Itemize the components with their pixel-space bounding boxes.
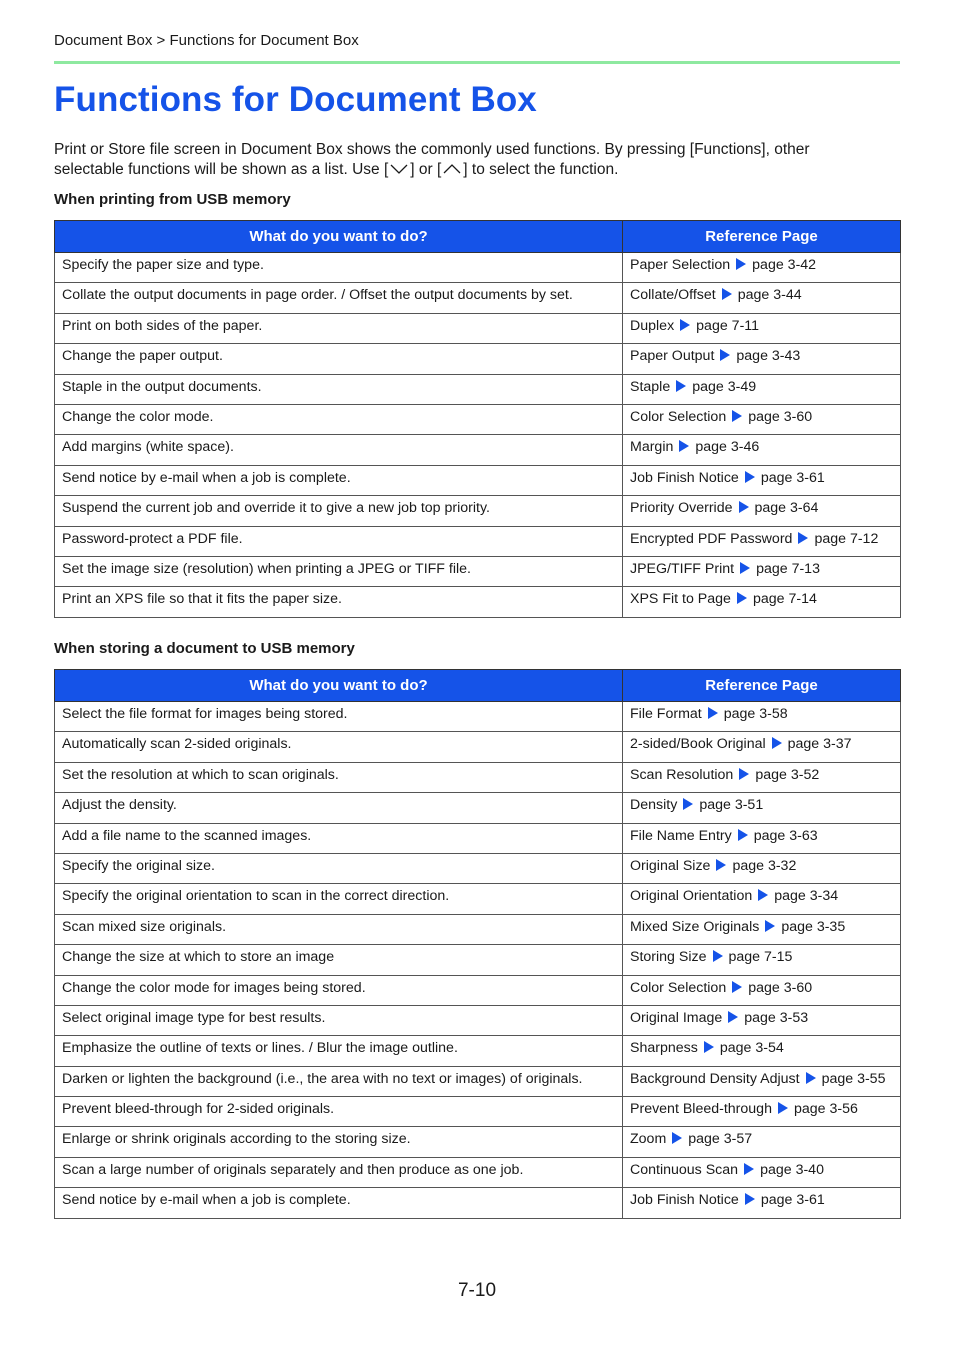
column-header-reference: Reference Page bbox=[623, 221, 901, 253]
reference-cell bbox=[623, 1066, 901, 1096]
reference-link[interactable]: Scan Resolution bbox=[630, 766, 734, 783]
page-reference-link[interactable]: page 3-55 bbox=[821, 1070, 886, 1087]
task-description: Set the resolution at which to scan originals. bbox=[55, 762, 623, 792]
intro-line-2b: ] or [ bbox=[410, 161, 442, 178]
task-description: Prevent bleed-through for 2-sided originals. bbox=[55, 1097, 623, 1127]
reference-cell bbox=[623, 587, 901, 617]
triangle-right-icon bbox=[680, 319, 690, 331]
table-row bbox=[55, 374, 901, 404]
section-heading-store-usb: When storing a document to USB memory bbox=[54, 640, 355, 657]
chevron-down-icon bbox=[388, 162, 410, 176]
reference-link[interactable]: Sharpness bbox=[630, 1040, 698, 1057]
task-description: Scan mixed size originals. bbox=[55, 914, 623, 944]
reference-link[interactable]: Priority Override bbox=[630, 500, 733, 517]
reference-link[interactable]: Original Size bbox=[630, 857, 711, 874]
triangle-right-icon bbox=[744, 1163, 754, 1175]
triangle-right-icon bbox=[672, 1132, 682, 1144]
table-row bbox=[55, 1127, 901, 1157]
page-reference-link[interactable]: page 3-52 bbox=[755, 766, 820, 783]
reference-cell bbox=[623, 884, 901, 914]
reference-cell bbox=[623, 945, 901, 975]
page-reference-link[interactable]: page 3-53 bbox=[744, 1009, 809, 1026]
reference-cell bbox=[623, 404, 901, 434]
triangle-right-icon bbox=[778, 1102, 788, 1114]
table-row bbox=[55, 1188, 901, 1218]
reference-link[interactable]: Duplex bbox=[630, 317, 675, 334]
triangle-right-icon bbox=[716, 859, 726, 871]
table-row bbox=[55, 732, 901, 762]
triangle-right-icon bbox=[745, 1193, 755, 1205]
page-reference-link[interactable]: page 3-49 bbox=[692, 378, 757, 395]
reference-cell bbox=[623, 526, 901, 556]
triangle-right-icon bbox=[713, 950, 723, 962]
table-row bbox=[55, 435, 901, 465]
reference-cell bbox=[623, 1157, 901, 1187]
triangle-right-icon bbox=[745, 471, 755, 483]
task-description: Collate the output documents in page order. / Offset the output documents by set. bbox=[55, 283, 623, 313]
reference-cell bbox=[623, 344, 901, 374]
store-functions-table bbox=[54, 669, 901, 1219]
table-row bbox=[55, 945, 901, 975]
intro-line-2a: selectable functions will be shown as a list. Use [ bbox=[54, 161, 389, 178]
task-description: Change the size at which to store an image bbox=[55, 945, 623, 975]
triangle-right-icon bbox=[772, 737, 782, 749]
page-reference-link[interactable]: page 3-57 bbox=[688, 1131, 753, 1148]
page-reference-link[interactable]: page 7-14 bbox=[752, 591, 817, 608]
table-row bbox=[55, 496, 901, 526]
table-row bbox=[55, 1066, 901, 1096]
task-description: Specify the paper size and type. bbox=[55, 253, 623, 283]
reference-link[interactable]: File Name Entry bbox=[630, 827, 732, 844]
triangle-right-icon bbox=[758, 889, 768, 901]
triangle-right-icon bbox=[720, 349, 730, 361]
page-reference-link[interactable]: page 3-61 bbox=[760, 469, 825, 486]
table-row bbox=[55, 762, 901, 792]
print-functions-table bbox=[54, 220, 901, 618]
reference-cell bbox=[623, 465, 901, 495]
triangle-right-icon bbox=[739, 768, 749, 780]
reference-cell bbox=[623, 823, 901, 853]
reference-link[interactable]: 2-sided/Book Original bbox=[630, 736, 766, 753]
page-reference-link[interactable]: page 3-40 bbox=[760, 1161, 824, 1178]
table-row bbox=[55, 1005, 901, 1035]
table-row bbox=[55, 465, 901, 495]
page-reference-link[interactable]: page 3-63 bbox=[753, 827, 818, 844]
triangle-right-icon bbox=[679, 440, 689, 452]
task-description: Select the file format for images being stored. bbox=[55, 702, 623, 732]
table-row bbox=[55, 253, 901, 283]
page-title: Functions for Document Box bbox=[54, 80, 537, 119]
reference-link[interactable]: Background Density Adjust bbox=[630, 1070, 800, 1087]
reference-link[interactable]: File Format bbox=[630, 706, 702, 722]
reference-link[interactable]: Storing Size bbox=[630, 949, 707, 966]
page-reference-link[interactable]: page 3-51 bbox=[699, 797, 764, 814]
triangle-right-icon bbox=[704, 1041, 714, 1053]
task-description: Set the image size (resolution) when printing a JPEG or TIFF file. bbox=[55, 556, 623, 586]
table-row bbox=[55, 823, 901, 853]
table-row bbox=[55, 526, 901, 556]
task-description: Automatically scan 2-sided originals. bbox=[55, 732, 623, 762]
reference-cell bbox=[623, 374, 901, 404]
table-row bbox=[55, 793, 901, 823]
reference-link[interactable]: Continuous Scan bbox=[630, 1161, 739, 1178]
task-description: Add a file name to the scanned images. bbox=[55, 823, 623, 853]
page-reference-link[interactable]: page 3-61 bbox=[760, 1192, 825, 1209]
intro-paragraph bbox=[54, 140, 900, 180]
triangle-right-icon bbox=[728, 1011, 738, 1023]
reference-link[interactable]: Density bbox=[630, 797, 678, 814]
reference-cell bbox=[623, 435, 901, 465]
page-reference-link[interactable]: page 3-54 bbox=[719, 1040, 784, 1057]
page-reference-link[interactable]: page 3-56 bbox=[793, 1101, 858, 1118]
task-description: Staple in the output documents. bbox=[55, 374, 623, 404]
breadcrumb: Document Box > Functions for Document Box bbox=[54, 32, 359, 49]
task-description: Send notice by e-mail when a job is complete. bbox=[55, 1188, 623, 1218]
page-reference-link[interactable]: page 3-42 bbox=[752, 257, 817, 273]
table-row bbox=[55, 283, 901, 313]
reference-link[interactable]: Staple bbox=[630, 378, 671, 395]
task-description: Add margins (white space). bbox=[55, 435, 623, 465]
task-description: Emphasize the outline of texts or lines. / Blur the image outline. bbox=[55, 1036, 623, 1066]
reference-cell bbox=[623, 732, 901, 762]
task-description: Print an XPS file so that it fits the paper size. bbox=[55, 587, 623, 617]
page-reference-link[interactable]: page 3-58 bbox=[723, 706, 788, 722]
table-header-row bbox=[55, 221, 901, 253]
task-description: Scan a large number of originals separately and then produce as one job. bbox=[55, 1157, 623, 1187]
reference-cell bbox=[623, 1036, 901, 1066]
triangle-right-icon bbox=[676, 380, 686, 392]
table-row bbox=[55, 313, 901, 343]
intro-line-1: Print or Store file screen in Document Box shows the commonly used functions. By pressing [Functions], other bbox=[54, 141, 810, 158]
table-row bbox=[55, 884, 901, 914]
column-header-reference: Reference Page bbox=[623, 670, 901, 702]
page-number: 7-10 bbox=[457, 1280, 497, 1301]
triangle-right-icon bbox=[738, 829, 748, 841]
reference-cell bbox=[623, 496, 901, 526]
reference-link[interactable]: JPEG/TIFF Print bbox=[630, 560, 735, 577]
triangle-right-icon bbox=[740, 562, 750, 574]
page-reference-link[interactable]: page 3-44 bbox=[737, 287, 802, 304]
page-reference-link[interactable]: page 7-11 bbox=[696, 317, 760, 334]
triangle-right-icon bbox=[683, 798, 693, 810]
task-description: Enlarge or shrink originals according to the storing size. bbox=[55, 1127, 623, 1157]
task-description: Password-protect a PDF file. bbox=[55, 526, 623, 556]
page-reference-link[interactable]: page 3-46 bbox=[695, 439, 760, 456]
reference-cell bbox=[623, 1188, 901, 1218]
triangle-right-icon bbox=[708, 707, 718, 719]
table-row bbox=[55, 344, 901, 374]
task-description: Change the color mode for images being stored. bbox=[55, 975, 623, 1005]
triangle-right-icon bbox=[737, 592, 747, 604]
reference-link[interactable]: Encrypted PDF Password bbox=[630, 530, 793, 547]
reference-link[interactable]: Job Finish Notice bbox=[630, 469, 739, 486]
table-header-row bbox=[55, 670, 901, 702]
table-row bbox=[55, 1097, 901, 1127]
task-description: Change the paper output. bbox=[55, 344, 623, 374]
task-description: Select original image type for best results. bbox=[55, 1005, 623, 1035]
reference-link[interactable]: Color Selection bbox=[630, 979, 727, 996]
task-description: Suspend the current job and override it to give a new job top priority. bbox=[55, 496, 623, 526]
reference-cell bbox=[623, 793, 901, 823]
page-reference-link[interactable]: page 7-12 bbox=[814, 530, 879, 547]
reference-cell bbox=[623, 1127, 901, 1157]
reference-link[interactable]: Job Finish Notice bbox=[630, 1192, 739, 1209]
header-divider bbox=[54, 61, 900, 64]
reference-cell bbox=[623, 253, 901, 283]
task-description: Change the color mode. bbox=[55, 404, 623, 434]
reference-cell bbox=[623, 1005, 901, 1035]
page-reference-link[interactable]: page 7-13 bbox=[756, 560, 820, 577]
task-description: Adjust the density. bbox=[55, 793, 623, 823]
table-row bbox=[55, 914, 901, 944]
reference-link[interactable]: Prevent Bleed-through bbox=[630, 1101, 772, 1118]
reference-cell bbox=[623, 853, 901, 883]
table-row bbox=[55, 404, 901, 434]
task-description: Print on both sides of the paper. bbox=[55, 313, 623, 343]
reference-cell bbox=[623, 975, 901, 1005]
reference-cell bbox=[623, 1097, 901, 1127]
reference-cell bbox=[623, 313, 901, 343]
task-description: Specify the original size. bbox=[55, 853, 623, 883]
triangle-right-icon bbox=[798, 532, 808, 544]
table-row bbox=[55, 853, 901, 883]
reference-cell bbox=[623, 556, 901, 586]
triangle-right-icon bbox=[732, 410, 742, 422]
reference-link[interactable]: XPS Fit to Page bbox=[630, 591, 731, 608]
page-reference-link[interactable]: page 3-35 bbox=[781, 918, 846, 935]
reference-cell bbox=[623, 283, 901, 313]
page-reference-link[interactable]: page 3-37 bbox=[787, 736, 852, 753]
page-reference-link[interactable]: page 3-64 bbox=[754, 500, 819, 517]
triangle-right-icon bbox=[765, 920, 775, 932]
reference-cell bbox=[623, 702, 901, 732]
reference-link[interactable]: Collate/Offset bbox=[630, 287, 716, 304]
reference-link[interactable]: Mixed Size Originals bbox=[630, 918, 760, 935]
table-row bbox=[55, 975, 901, 1005]
section-heading-print-usb: When printing from USB memory bbox=[54, 191, 291, 208]
page-reference-link[interactable]: page 3-32 bbox=[732, 857, 797, 874]
reference-link[interactable]: Paper Selection bbox=[630, 257, 731, 273]
page-reference-link[interactable]: page 7-15 bbox=[728, 949, 793, 966]
table-row bbox=[55, 1036, 901, 1066]
triangle-right-icon bbox=[722, 288, 732, 300]
table-row bbox=[55, 556, 901, 586]
reference-link[interactable]: Original Image bbox=[630, 1009, 723, 1026]
task-description: Send notice by e-mail when a job is complete. bbox=[55, 465, 623, 495]
reference-cell bbox=[623, 914, 901, 944]
chevron-up-icon bbox=[441, 162, 463, 176]
table-row bbox=[55, 1157, 901, 1187]
reference-link[interactable]: Original Orientation bbox=[630, 888, 753, 905]
triangle-right-icon bbox=[806, 1072, 816, 1084]
task-description: Darken or lighten the background (i.e., the area with no text or images) of originals. bbox=[55, 1066, 623, 1096]
page-reference-link[interactable]: page 3-60 bbox=[748, 408, 813, 425]
column-header-what: What do you want to do? bbox=[55, 670, 623, 702]
table-row bbox=[55, 702, 901, 732]
page-reference-link[interactable]: page 3-34 bbox=[774, 888, 839, 905]
reference-link[interactable]: Paper Output bbox=[630, 348, 715, 365]
column-header-what: What do you want to do? bbox=[55, 221, 623, 253]
triangle-right-icon bbox=[732, 981, 742, 993]
reference-link[interactable]: Margin bbox=[630, 439, 674, 456]
intro-line-2c: ] to select the function. bbox=[463, 161, 619, 178]
table-row bbox=[55, 587, 901, 617]
page-reference-link[interactable]: page 3-43 bbox=[736, 348, 801, 365]
task-description: Specify the original orientation to scan in the correct direction. bbox=[55, 884, 623, 914]
reference-cell bbox=[623, 762, 901, 792]
triangle-right-icon bbox=[739, 501, 749, 513]
page-reference-link[interactable]: page 3-60 bbox=[748, 979, 813, 996]
reference-link[interactable]: Color Selection bbox=[630, 408, 727, 425]
triangle-right-icon bbox=[736, 258, 746, 270]
reference-link[interactable]: Zoom bbox=[630, 1131, 667, 1148]
